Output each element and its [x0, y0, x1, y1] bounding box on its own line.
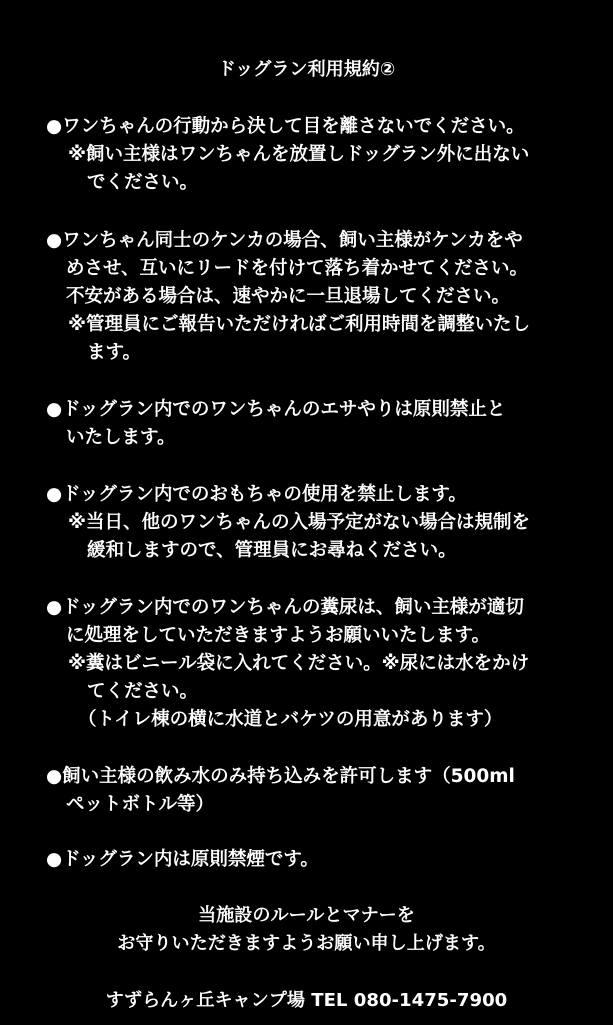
rule-line: いたします。	[66, 427, 176, 448]
rule-line: 不安がある場合は、速やかに一旦退場してください。	[66, 286, 511, 307]
closing-line: お守りいただきますようお願い申し上げます。	[117, 933, 496, 954]
rule-note: ※管理員にご報告いただければご利用時間を調整いたし	[68, 314, 530, 335]
rule-note: 緩和しますので、管理員にお尋ねください。	[87, 540, 457, 561]
rule-line: ペットボトル等）	[66, 794, 215, 815]
closing-line: 当施設のルールとマナーを	[198, 905, 415, 926]
rule-note: ます。	[87, 342, 142, 363]
document-title: ドッグラン利用規約②	[217, 59, 396, 80]
rule-note: ※糞はビニール袋に入れてください。※尿には水をかけ	[68, 653, 530, 674]
rule-note: （トイレ棟の横に水道とバケツの用意があります）	[78, 709, 503, 730]
rule-line: ●飼い主様の飲み水のみ持ち込みを許可します（500ml	[46, 766, 515, 787]
rule-line: ●ドッグラン内は原則禁煙です。	[46, 849, 319, 870]
rule-line: めさせ、互いにリードを付けて落ち着かせてください。	[66, 258, 528, 279]
rule-line: ●ドッグラン内でのワンちゃんのエサやりは原則禁止と	[46, 399, 506, 420]
rule-line: ●ドッグラン内でのおもちゃの使用を禁止します。	[46, 484, 467, 505]
rule-note: でください。	[87, 172, 199, 193]
rule-note: てください。	[87, 681, 199, 702]
footer-contact: すずらんヶ丘キャンプ場 TEL 080-1475-7900	[105, 990, 508, 1011]
rule-line: ●ワンちゃん同士のケンカの場合、飼い主様がケンカをや	[46, 230, 523, 251]
rule-line: に処理をしていただきますようお願いいたします。	[66, 625, 491, 646]
rule-line: ●ドッグラン内でのワンちゃんの糞尿は、飼い主様が適切	[46, 597, 524, 618]
rule-note: ※飼い主様はワンちゃんを放置しドッグラン外に出ない	[68, 144, 530, 165]
rule-note: ※当日、他のワンちゃんの入場予定がない場合は規制を	[68, 512, 530, 533]
rule-line: ●ワンちゃんの行動から決して目を離さないでください。	[46, 116, 525, 137]
